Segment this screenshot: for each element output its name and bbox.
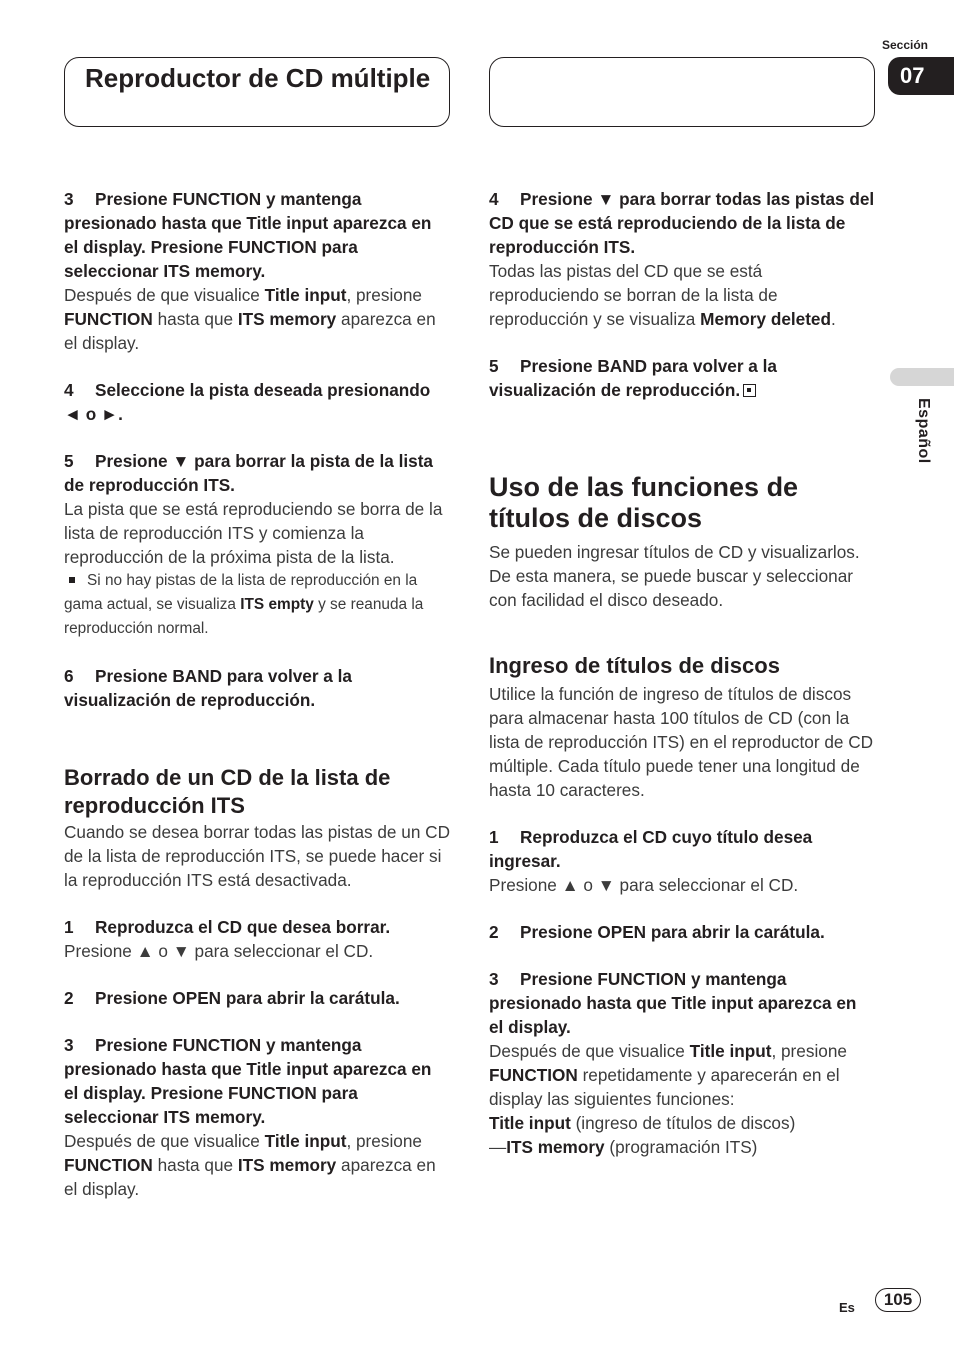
note: Si no hay pistas de la lista de reproducción en la gama actual, se visualiza ITS empty y se reanuda la reproducción normal. — [64, 572, 424, 637]
subheading: Borrado de un CD de la lista de reproducción ITS — [64, 765, 391, 818]
step-heading: 4 Presione ▼ para borrar todas las pistas del CD que se está reproduciendo de la lista de reproducción ITS. — [489, 189, 875, 257]
step-body: La pista que se está reproduciendo se borra de la lista de reproducción ITS y comienza la reproducción de la próxima pista de la lista. — [64, 499, 443, 567]
step-heading: 2 Presione OPEN para abrir la carátula. — [64, 988, 400, 1008]
step-heading: 1 Reproduzca el CD que desea borrar. — [64, 917, 391, 937]
header-title-box — [64, 57, 450, 127]
left-column — [64, 187, 450, 1201]
function-list-item: Title input (ingreso de títulos de discos) — [489, 1113, 796, 1133]
page-number: 105 — [875, 1288, 921, 1312]
right-column — [489, 187, 875, 1159]
step-body: Después de que visualice Title input, presione FUNCTION hasta que ITS memory aparezca en el display. — [64, 285, 436, 353]
step-body: Presione ▲ o ▼ para seleccionar el CD. — [64, 941, 374, 961]
step-body: Todas las pistas del CD que se está reproduciendo se borran de la lista de reproducción y se visualiza Memory deleted. — [489, 261, 836, 329]
step-heading: 6 Presione BAND para volver a la visualización de reproducción. — [64, 666, 352, 710]
side-tab-marker — [890, 368, 954, 386]
step-body: Después de que visualice Title input, presione FUNCTION repetidamente y aparecerán en el display las siguientes funciones: — [489, 1041, 847, 1109]
section-heading: Uso de las funciones de títulos de discos — [489, 472, 799, 533]
intro-paragraph: Se pueden ingresar títulos de CD y visualizarlos. De esta manera, se puede buscar y seleccionar con facilidad el disco deseado. — [489, 542, 860, 610]
header-empty-box — [489, 57, 875, 127]
step-heading: 3 Presione FUNCTION y mantenga presionado hasta que Title input aparezca en el display. Presione FUNCTION para seleccionar ITS memory. — [64, 189, 432, 281]
step-heading: 4 Seleccione la pista deseada presionando ◄ o ►. — [64, 380, 431, 424]
function-list-item: —ITS memory (programación ITS) — [489, 1137, 758, 1157]
step-heading: 5 Presione ▼ para borrar la pista de la lista de reproducción ITS. — [64, 451, 433, 495]
subheading: Ingreso de títulos de discos — [489, 653, 780, 678]
step-heading: 5 Presione BAND para volver a la visualización de reproducción. — [489, 356, 777, 400]
intro-paragraph: Utilice la función de ingreso de títulos de discos para almacenar hasta 100 títulos de CD (con la lista de reproducción ITS) en el reproductor de CD múltiple. Cada título puede tener una longitud de hasta 10 caracteres. — [489, 684, 874, 800]
step-heading: 2 Presione OPEN para abrir la carátula. — [489, 922, 825, 942]
section-number-badge: 07 — [888, 57, 954, 95]
section-label: Sección — [881, 38, 928, 52]
bullet-square-icon — [69, 577, 75, 583]
side-language-label: Español — [915, 398, 932, 464]
header-title: Reproductor de CD múltiple — [85, 63, 431, 93]
step-heading: 1 Reproduzca el CD cuyo título desea ingresar. — [489, 827, 813, 871]
intro-paragraph: Cuando se desea borrar todas las pistas de un CD de la lista de reproducción ITS, se puede hacer si la reproducción ITS está desactivada. — [64, 822, 450, 890]
step-heading: 3 Presione FUNCTION y mantenga presionado hasta que Title input aparezca en el display. — [489, 969, 857, 1037]
step-body: Presione ▲ o ▼ para seleccionar el CD. — [489, 875, 799, 895]
footer-language: Es — [839, 1300, 855, 1315]
step-body: Después de que visualice Title input, presione FUNCTION hasta que ITS memory aparezca en el display. — [64, 1131, 436, 1199]
step-heading: 3 Presione FUNCTION y mantenga presionado hasta que Title input aparezca en el display. Presione FUNCTION para seleccionar ITS memory. — [64, 1035, 432, 1127]
end-of-section-icon — [743, 384, 756, 397]
